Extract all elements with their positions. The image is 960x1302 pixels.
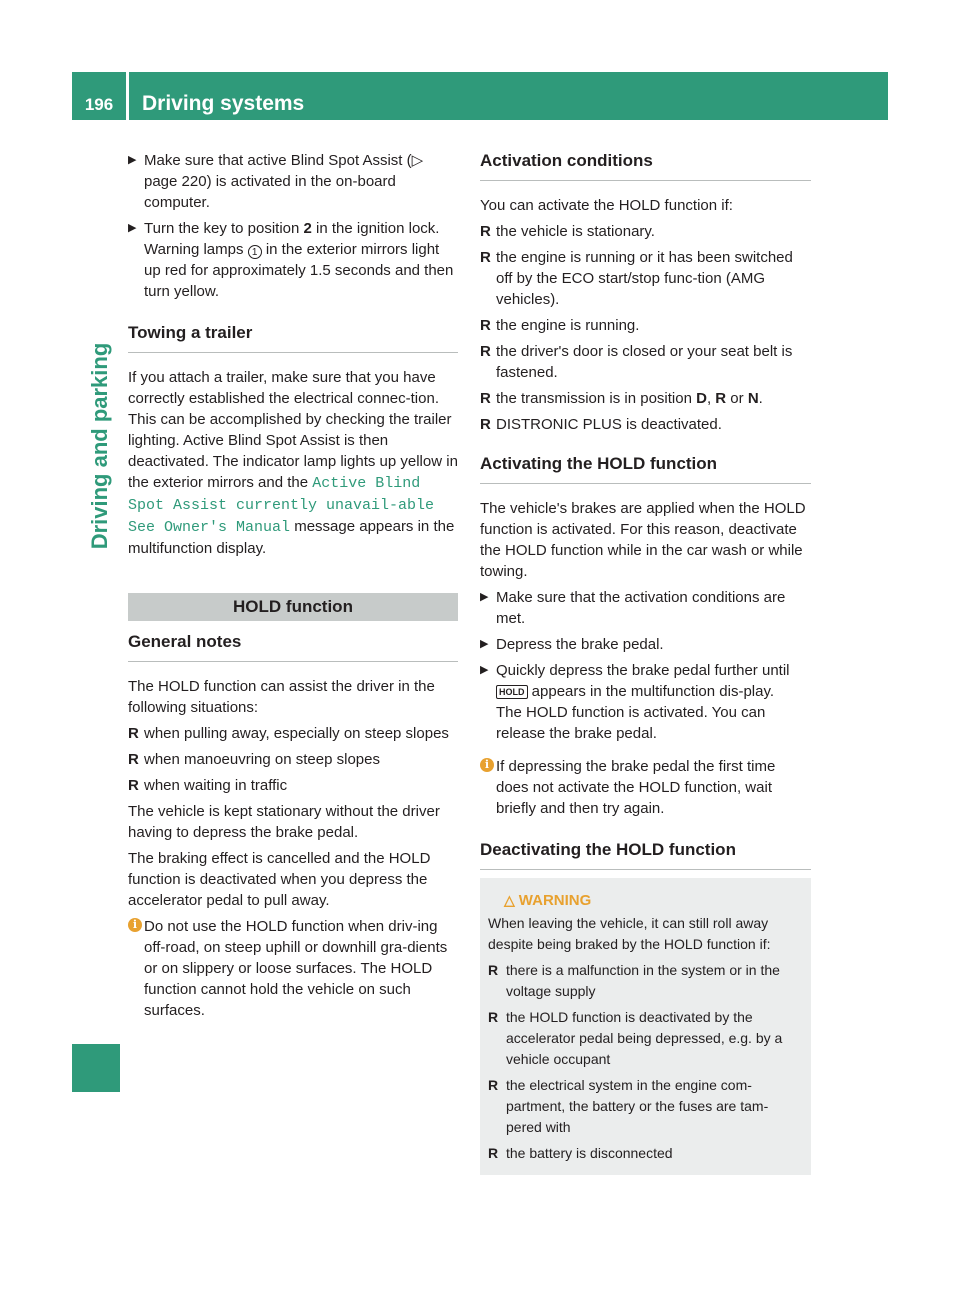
side-tab [85,236,115,656]
towing-text: If you attach a trailer, make sure that you have correctly established the electrical connec-tion. This can be accomplished by checking the trailer lighting. Active Blind Spot Assist is then deactivated. The indicator lamp lights up yellow in the exterior mirrors and the Active Blind Spot Assist currently unavail-able See Owner's Manual message appears in the multifunction display. [128,369,458,557]
general-intro: The HOLD function can assist the driver in the following situations: [128,678,435,716]
left-column [128,150,458,1026]
list-item: R the engine is running or it has been switched off by the ECO start/stop func-tion (AMG vehicles). [480,249,793,308]
section-title: Driving systems [142,92,305,115]
general-info-note: i Do not use the HOLD function when driv-ing off-road, on steep uphill or downhill gra-dients or on slippery or loose surfaces. The HOLD function cannot hold the vehicle on such surfaces. [128,916,458,1021]
step-arrow-icon: ▶ [480,638,489,650]
list-item: R the driver's door is closed or your seat belt is fastened. [480,343,793,381]
warning-intro: When leaving the vehicle, it can still roll away despite being braked by the HOLD function if: [488,915,771,952]
general-para-2: The braking effect is cancelled and the HOLD function is deactivated when you depress the accelerator pedal to pull away. [128,850,431,909]
activating-intro: The vehicle's brakes are applied when the HOLD function is activated. For this reason, deactivate the HOLD function while in the car wash or while towing. [480,500,806,580]
list-item: R there is a malfunction in the system or in the voltage supply [488,962,780,999]
page-header [72,72,888,120]
list-item: R when manoeuvring on steep slopes [128,751,380,768]
display-message: Active Blind Spot Assist currently unavail-able See Owner's Manual [128,475,435,536]
side-marker [72,1044,120,1092]
activating-step-1: ▶ Make sure that the activation conditions are met. [480,589,786,627]
step-arrow-icon: ▶ [480,664,489,676]
activating-info-note: i If depressing the brake pedal the first time does not activate the HOLD function, wait briefly and then try again. [480,756,811,819]
right-column [480,150,811,1175]
general-notes-heading: General notes [128,631,458,662]
list-item: R when pulling away, especially on steep slopes [128,725,449,742]
step-arrow-icon: ▶ [128,154,137,166]
warning-title: △ WARNING [504,892,592,909]
step-arrow-icon: ▶ [128,222,137,234]
list-item: R when waiting in traffic [128,777,288,794]
side-tab-label: Driving and parking [87,342,112,550]
step-activate-blind-spot: ▶ Make sure that active Blind Spot Assist (▷ page 220) is activated in the on-board computer. [128,152,424,211]
deactivating-heading: Deactivating the HOLD function [480,839,811,870]
list-item: R the engine is running. [480,317,640,334]
hold-icon: HOLD [496,685,528,699]
list-item: R the electrical system in the engine com-partment, the battery or the fuses are tam-pered with [488,1077,769,1135]
hold-function-heading: HOLD function [128,593,458,621]
info-icon: i [128,918,142,932]
warning-box [480,878,811,1175]
list-item: R DISTRONIC PLUS is deactivated. [480,416,722,433]
activation-heading: Activation conditions [480,150,811,181]
step-turn-key: ▶ Turn the key to position 2 in the ignition lock. Warning lamps 1 in the exterior mirrors light up red for approximately 1.5 seconds and then turn yellow. [128,220,454,300]
header-divider [126,72,129,120]
list-item: R the HOLD function is deactivated by the accelerator pedal being depressed, e.g. by a vehicle occupant [488,1009,783,1067]
page-number: 196 [84,95,114,114]
info-icon: i [480,758,494,772]
warning-lamp-symbol: 1 [248,245,262,259]
towing-heading: Towing a trailer [128,322,458,353]
activating-heading: Activating the HOLD function [480,453,811,484]
activating-step-2: ▶ Depress the brake pedal. [480,636,664,653]
activation-intro: You can activate the HOLD function if: [480,197,733,214]
general-para-1: The vehicle is kept stationary without the driver having to depress the brake pedal. [128,803,440,841]
warning-triangle-icon: △ [504,892,515,908]
list-item: R the battery is disconnected [488,1145,673,1161]
list-item: R the vehicle is stationary. [480,223,655,240]
list-item: R the transmission is in position D, R or N. [480,390,763,407]
step-arrow-icon: ▶ [480,591,489,603]
activating-step-3: ▶ Quickly depress the brake pedal further until HOLD appears in the multifunction dis-play. The HOLD function is activated. You can release the brake pedal. [480,662,790,742]
